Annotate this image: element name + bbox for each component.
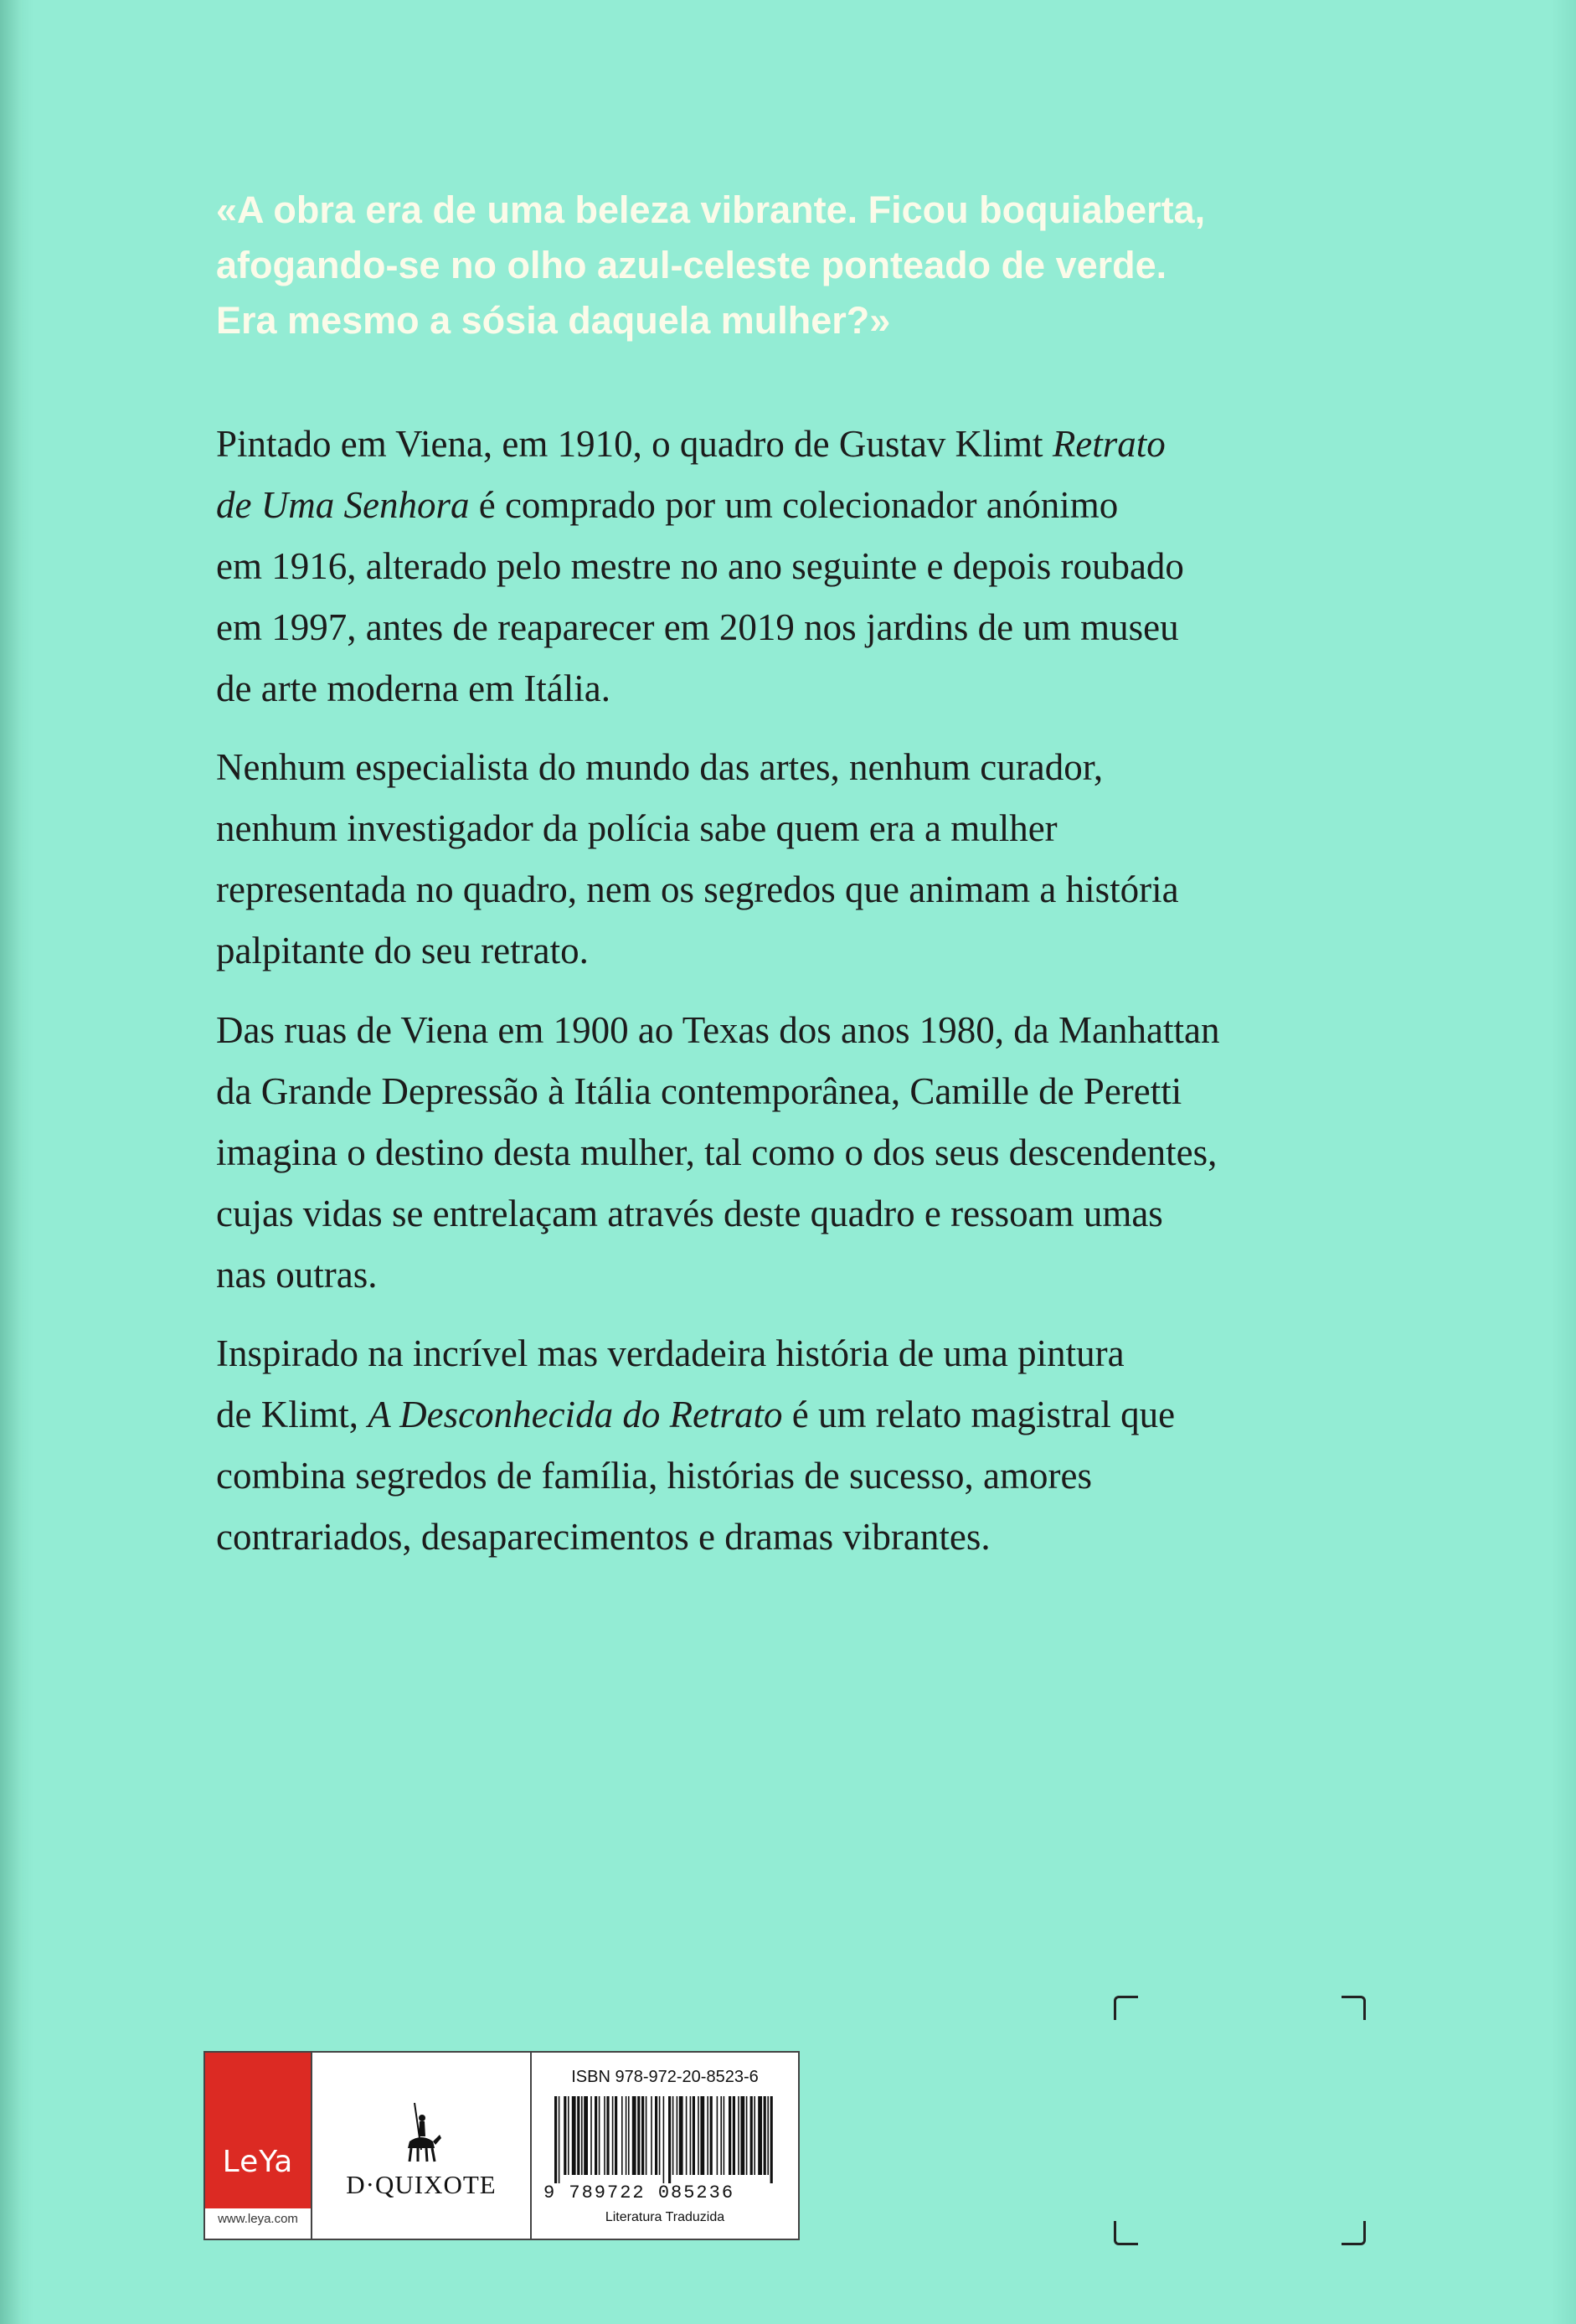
- barcode-bar: [750, 2096, 753, 2175]
- text-line: cujas vidas se entrelaçam através deste quadro e ressoam umas: [216, 1193, 1163, 1234]
- barcode-bar: [770, 2096, 773, 2183]
- italic-title-run: A Desconhecida do Retrato: [368, 1394, 783, 1435]
- barcode-bar: [637, 2096, 640, 2175]
- cover-spine-edge: [0, 0, 22, 2324]
- synopsis-paragraph-1: [216, 414, 1414, 719]
- barcode-bar: [724, 2096, 725, 2175]
- barcode-bar: [572, 2096, 576, 2175]
- barcode-bar: [690, 2096, 692, 2175]
- text-line: [216, 414, 1414, 475]
- text-line: em 1997, antes de reaparecer em 2019 nos jardins de um museu: [216, 606, 1179, 648]
- text-line: Das ruas de Viena em 1900 ao Texas dos anos 1980, da Manhattan: [216, 1009, 1220, 1051]
- italic-title-run: de Uma Senhora: [216, 484, 470, 526]
- barcode-bar: [568, 2096, 569, 2175]
- barcode-bar: [646, 2096, 647, 2175]
- barcode-bar: [641, 2096, 644, 2175]
- isbn-label: ISBN 978-972-20-8523-6: [571, 2068, 759, 2086]
- barcode-bar: [581, 2096, 583, 2175]
- text-line: contrariados, desaparecimentos e dramas vibrantes.: [216, 1516, 991, 1558]
- italic-title-run: Retrato: [1052, 423, 1166, 465]
- text-line: [216, 475, 1414, 536]
- barcode-bar: [733, 2096, 735, 2175]
- text-run: é comprado por um colecionador anónimo: [469, 484, 1119, 526]
- barcode-bar: [740, 2096, 744, 2175]
- text-line: nenhum investigador da polícia sabe quem era a mulher: [216, 807, 1058, 849]
- crop-mark-top-right: [1342, 1996, 1366, 2020]
- quote-line: Era mesmo a sósia daquela mulher?»: [216, 299, 891, 342]
- barcode-bar: [767, 2096, 769, 2175]
- leya-publisher-block: [205, 2053, 312, 2239]
- barcode-bar: [668, 2096, 671, 2183]
- text-line: [216, 1384, 1414, 1445]
- barcode-graphic: [553, 2096, 777, 2183]
- barcode-bar: [720, 2096, 722, 2175]
- synopsis-paragraph-4: [216, 1323, 1414, 1568]
- barcode-digits: 9 789722 085236: [543, 2182, 735, 2203]
- barcode-bar: [686, 2096, 688, 2175]
- crop-mark-bottom-right: [1342, 2221, 1366, 2245]
- text-line: da Grande Depressão à Itália contemporânea, Camille de Peretti: [216, 1070, 1182, 1112]
- synopsis-paragraph-3: [216, 1000, 1414, 1306]
- barcode-bar: [738, 2096, 739, 2175]
- barcode-bar: [710, 2096, 713, 2175]
- text-line: nas outras.: [216, 1254, 378, 1296]
- leya-logo: LeYa: [222, 2145, 294, 2179]
- text-line: Nenhum especialista do mundo das artes, nenhum curador,: [216, 746, 1104, 788]
- barcode-bar: [698, 2096, 699, 2175]
- barcode-bar: [615, 2096, 617, 2175]
- publisher-imprint-box: [203, 2051, 800, 2240]
- barcode-bar: [700, 2096, 704, 2175]
- synopsis-paragraph-2: [216, 737, 1414, 982]
- text-line: representada no quadro, nem os segredos que animam a história: [216, 868, 1179, 910]
- barcode-bar: [758, 2096, 762, 2175]
- barcode-bar: [606, 2096, 609, 2175]
- text-line: Inspirado na incrível mas verdadeira história de uma pintura: [216, 1332, 1125, 1374]
- barcode-bar: [746, 2096, 748, 2175]
- barcode-bar: [764, 2096, 766, 2175]
- barcode-bar: [564, 2096, 566, 2175]
- barcode-bar: [632, 2096, 636, 2175]
- text-line: imagina o destino desta mulher, tal como o dos seus descendentes,: [216, 1131, 1218, 1173]
- barcode-bar: [584, 2096, 588, 2175]
- text-line: de arte moderna em Itália.: [216, 667, 611, 709]
- dquixote-publisher-block: [312, 2053, 532, 2239]
- barcode-bar: [621, 2096, 623, 2175]
- barcode-bar: [717, 2096, 718, 2175]
- barcode-bar: [577, 2096, 579, 2175]
- barcode-bar: [729, 2096, 731, 2175]
- leya-website: www.leya.com: [218, 2212, 298, 2226]
- crop-mark-top-left: [1114, 1996, 1138, 2020]
- pull-quote: [216, 183, 1422, 348]
- barcode-bar: [677, 2096, 678, 2175]
- leya-logo-background: [205, 2053, 311, 2208]
- dquixote-logo: D·QUIXOTE: [346, 2170, 497, 2199]
- quote-line: «A obra era de uma beleza vibrante. Ficou boquiaberta,: [216, 188, 1206, 231]
- barcode-bar: [707, 2096, 708, 2175]
- barcode-bar: [626, 2096, 627, 2175]
- barcode-bar: [604, 2096, 605, 2175]
- text-line: palpitante do seu retrato.: [216, 930, 589, 971]
- text-line: combina segredos de família, histórias de sucesso, amores: [216, 1455, 1092, 1497]
- barcode-bar: [554, 2096, 557, 2183]
- book-category: Literatura Traduzida: [605, 2210, 725, 2224]
- text-run: é um relato magistral que: [782, 1394, 1176, 1435]
- barcode-bar: [628, 2096, 630, 2175]
- barcode-bar: [599, 2096, 600, 2175]
- barcode-bar: [672, 2096, 674, 2175]
- crop-mark-bottom-left: [1114, 2221, 1138, 2245]
- barcode-bar: [754, 2096, 755, 2175]
- barcode-bar: [559, 2096, 560, 2183]
- quote-line: afogando-se no olho azul-celeste ponteado de verde.: [216, 244, 1167, 286]
- barcode-bar: [590, 2096, 592, 2175]
- text-run: Pintado em Viena, em 1910, o quadro de Gustav Klimt: [216, 423, 1053, 465]
- text-run: de Klimt,: [216, 1394, 368, 1435]
- don-quixote-rider-icon: [396, 2100, 446, 2167]
- barcode-bar: [595, 2096, 597, 2175]
- barcode-bar: [693, 2096, 695, 2175]
- barcode-bar: [659, 2096, 661, 2175]
- barcode-bar: [655, 2096, 657, 2175]
- isbn-barcode-block: [532, 2053, 798, 2239]
- barcode-bar: [612, 2096, 614, 2175]
- barcode-bar: [651, 2096, 652, 2175]
- barcode-bar: [679, 2096, 683, 2175]
- text-line: em 1916, alterado pelo mestre no ano seguinte e depois roubado: [216, 545, 1184, 587]
- barcode-bar: [663, 2096, 665, 2183]
